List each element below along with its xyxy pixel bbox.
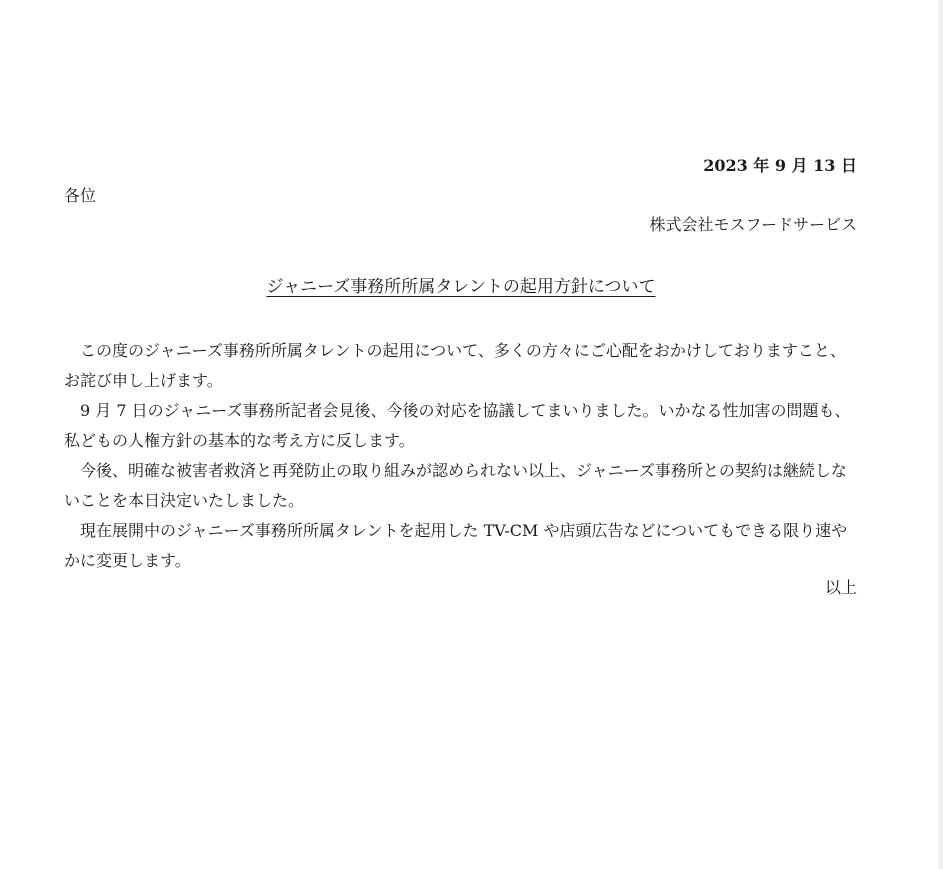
letter-recipient: 各位 — [64, 186, 97, 205]
body-paragraph-2: 9 月 7 日のジャニーズ事務所記者会見後、今後の対応を協議してまいりました。いかなる性加害の問題も、私どもの人権方針の基本的な考え方に反します。 — [64, 401, 851, 450]
letter-body — [64, 336, 858, 576]
letter-date: 2023 年 9 月 13 日 — [703, 156, 857, 175]
body-paragraph-1: この度のジャニーズ事務所所属タレントの起用について、多くの方々にご心配をおかけしておりますこと、お詫び申し上げます。 — [64, 341, 846, 390]
body-paragraph-4: 現在展開中のジャニーズ事務所所属タレントを起用した TV-CM や店頭広告などについてもできる限り速やかに変更します。 — [64, 521, 848, 570]
closing-mark: 以上 — [824, 578, 857, 597]
sender-company: 株式会社モスフードサービス — [649, 215, 857, 234]
document-title: ジャニーズ事務所所属タレントの起用方針について — [266, 277, 656, 297]
body-paragraph-3: 今後、明確な被害者救済と再発防止の取り組みが認められない以上、ジャニーズ事務所との契約は継続しないことを本日決定いたしました。 — [64, 461, 847, 510]
page-edge-shadow — [938, 0, 943, 869]
document-title-container — [0, 274, 922, 300]
